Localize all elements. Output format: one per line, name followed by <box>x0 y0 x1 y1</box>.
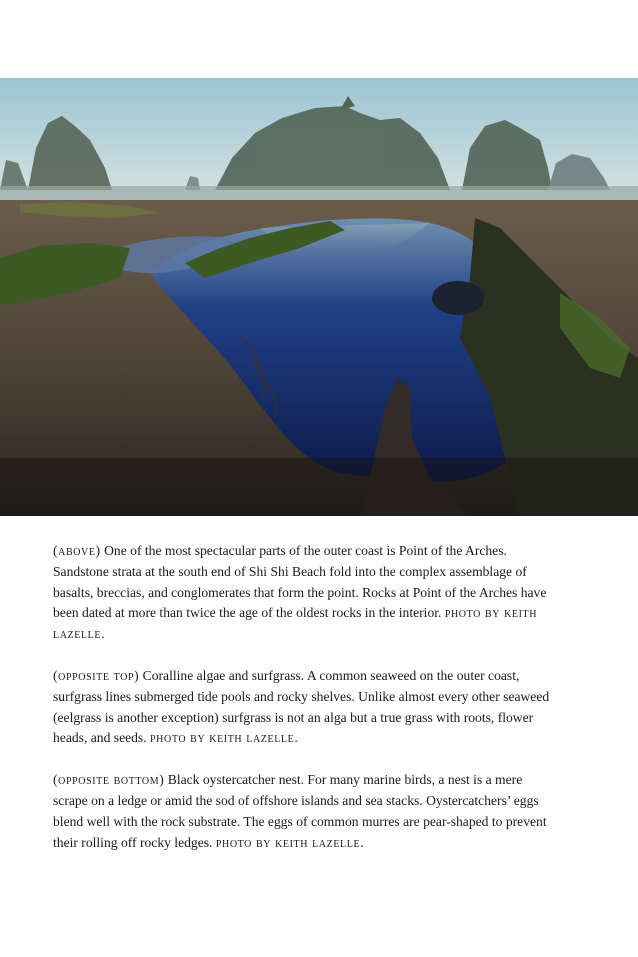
caption-label: (opposite top) <box>53 667 140 683</box>
tide-pool-photo <box>0 78 638 516</box>
photo-credit: photo by keith lazelle. <box>53 605 538 642</box>
caption-label: (opposite bottom) <box>53 772 165 788</box>
pool-rock <box>432 281 484 315</box>
caption-text: Black oystercatcher nest. For many marine birds, a nest is a mere scrape on a ledge or amid the sod of offshore islands and sea stacks. Oystercatchers’ eggs blend well with the rock substrate. The eggs of common murres are pear-shaped to prevent their rolling off rocky ledges. <box>53 772 547 850</box>
caption-label: (above) <box>53 543 101 558</box>
caption-above <box>53 541 553 645</box>
caption-text: One of the most spectacular parts of the outer coast is Point of the Arches. Sandstone strata at the south end of Shi Shi Beach fold into the complex assemblage of basalts, breccias, and conglomerates that form the point. Rocks at Point of the Arches have been dated at more than twice the age of the oldest rocks in the interior. <box>53 543 547 621</box>
caption-block <box>53 541 553 874</box>
caption-text: Coralline algae and surfgrass. A common seaweed on the outer coast, surfgrass lines submerged tide pools and rocky shelves. Unlike almost every other seaweed (eelgrass is another exception) surfgrass is not an alga but a true grass with roots, flower heads, and seeds. <box>53 667 550 746</box>
photo-credit: photo by keith lazelle. <box>150 730 299 746</box>
caption-opposite-top <box>53 666 553 749</box>
photo-credit: photo by keith lazelle. <box>215 834 365 850</box>
caption-opposite-bottom <box>53 770 553 853</box>
